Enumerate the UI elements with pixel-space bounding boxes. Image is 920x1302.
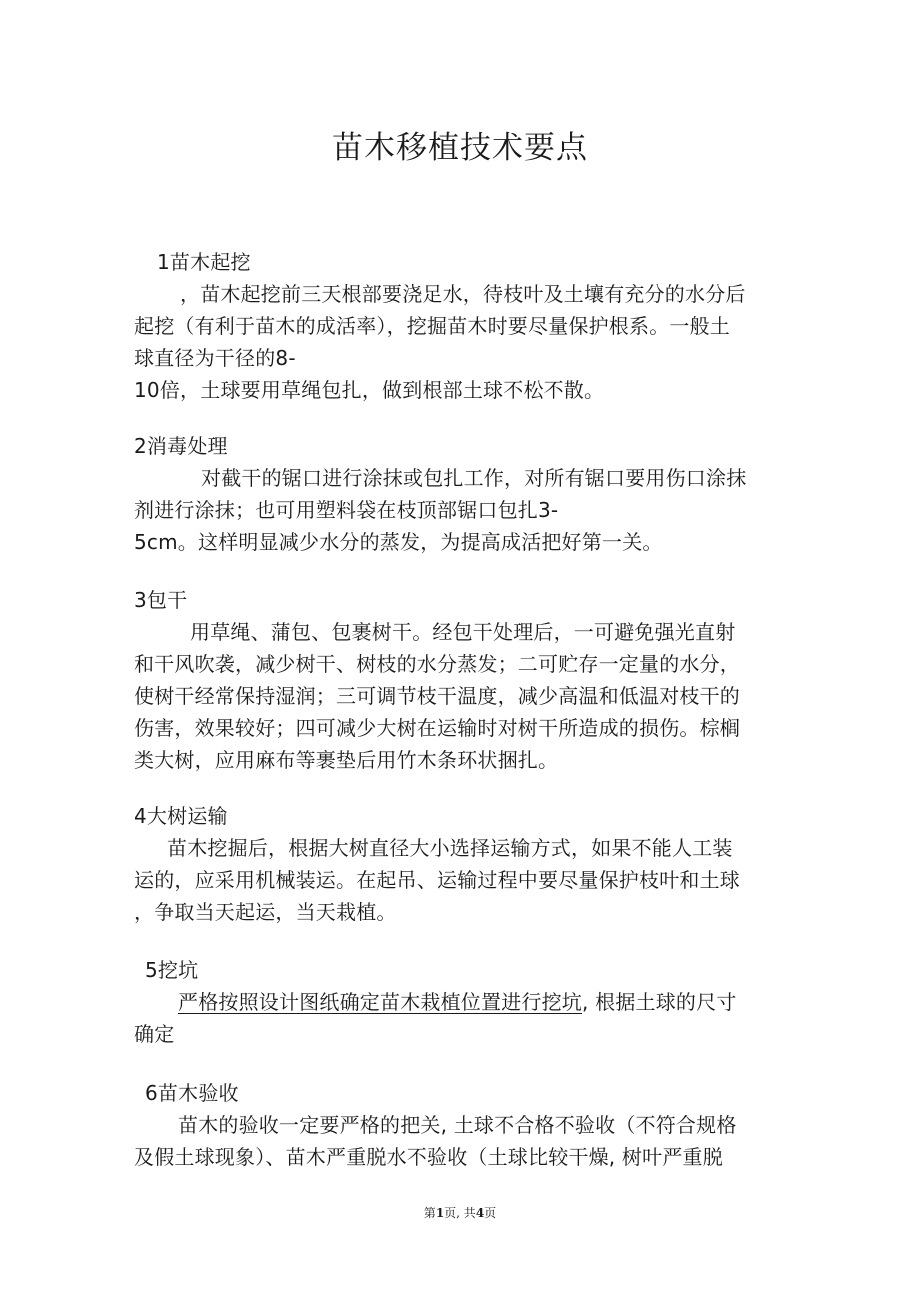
section-6-line-1: 苗木的验收一定要严格的把关, 土球不合格不验收（不符合规格 xyxy=(178,1113,737,1137)
section-1-heading: 1苗木起挖 xyxy=(157,250,251,274)
section-4-line-1: 苗木挖掘后，根据大树直径大小选择运输方式，如果不能人工装 xyxy=(167,836,733,860)
section-5-heading: 5挖坑 xyxy=(145,958,199,982)
section-5-line-1-rest: , 根据土球的尺寸 xyxy=(582,990,737,1014)
section-2-line-3: 5cm。这样明显减少水分的蒸发，为提高成活把好第一关。 xyxy=(134,530,663,554)
footer-suffix: 页 xyxy=(484,1206,497,1220)
section-3-line-4: 伤害，效果较好；四可减少大树在运输时对树干所造成的损伤。棕榈 xyxy=(134,716,740,740)
section-4-line-2: 运的，应采用机械装运。在起吊、运输过程中要尽量保护枝叶和土球 xyxy=(134,868,740,892)
section-4-heading: 4大树运输 xyxy=(134,804,228,828)
section-5-line-1 xyxy=(178,986,737,1018)
section-1-line-1: ，苗木起挖前三天根部要浇足水，待枝叶及土壤有充分的水分后 xyxy=(180,282,746,306)
section-3-heading: 3包干 xyxy=(134,588,188,612)
footer-total-pages: 4 xyxy=(475,1206,485,1220)
section-5-line-2: 确定 xyxy=(134,1022,175,1046)
section-3-line-2: 和干风吹袭，减少树干、树枝的水分蒸发；二可贮存一定量的水分， xyxy=(134,652,740,676)
section-2-line-1: 对截干的锯口进行涂抹或包扎工作，对所有锯口要用伤口涂抹 xyxy=(201,466,747,490)
page-footer xyxy=(0,1204,920,1222)
section-1-line-4: 10倍，土球要用草绳包扎，做到根部土球不松不散。 xyxy=(134,378,605,402)
footer-prefix: 第 xyxy=(423,1206,436,1220)
section-3-line-5: 类大树，应用麻布等裹垫后用竹木条环状捆扎。 xyxy=(134,748,559,772)
section-6-heading: 6苗木验收 xyxy=(145,1081,239,1105)
section-4-line-3: ，争取当天起运，当天栽植。 xyxy=(134,900,397,924)
section-3-line-1: 用草绳、蒲包、包裹树干。经包干处理后，一可避免强光直射 xyxy=(190,620,736,644)
section-3-line-3: 使树干经常保持湿润；三可调节枝干温度，减少高温和低温对枝干的 xyxy=(134,684,740,708)
section-1-line-3: 球直径为干径的8- xyxy=(134,346,296,370)
section-2-heading: 2消毒处理 xyxy=(134,434,228,458)
section-5-underlined-text: 严格按照设计图纸确定苗木栽植位置进行挖坑 xyxy=(178,990,582,1014)
section-6-line-2: 及假土球现象）、苗木严重脱水不验收（土球比较干燥, 树叶严重脱 xyxy=(134,1145,723,1169)
section-1-line-2: 起挖（有利于苗木的成活率），挖掘苗木时要尽量保护根系。一般土 xyxy=(134,314,730,338)
document-title: 苗木移植技术要点 xyxy=(332,130,588,166)
footer-page-number: 1 xyxy=(435,1206,445,1220)
footer-mid: 页, 共 xyxy=(444,1206,476,1220)
section-2-line-2: 剂进行涂抹；也可用塑料袋在枝顶部锯口包扎3- xyxy=(134,498,559,522)
